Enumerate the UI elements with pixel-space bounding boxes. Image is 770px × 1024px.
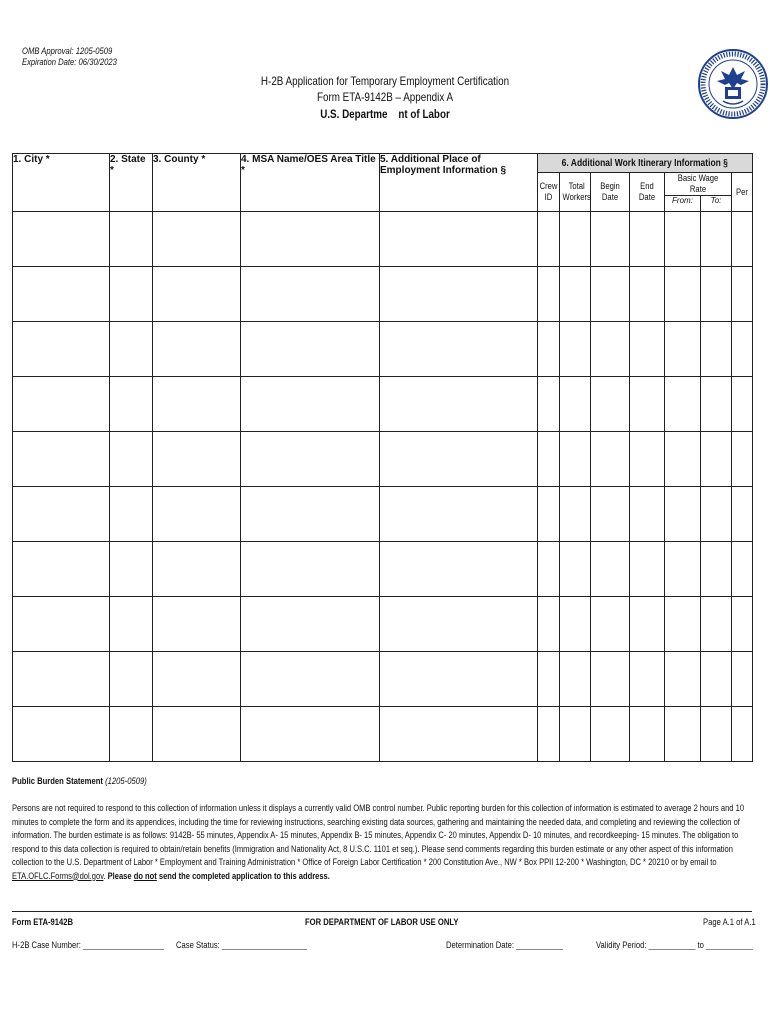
table-cell[interactable] <box>591 652 630 707</box>
col-county: 3. County * <box>153 154 241 212</box>
table-cell[interactable] <box>665 707 701 762</box>
col-basic-wage-rate: Basic Wage Rate <box>665 173 732 196</box>
table-row <box>13 487 753 542</box>
table-cell[interactable] <box>591 487 630 542</box>
table-cell[interactable] <box>560 267 591 322</box>
col-total-workers: Total Workers <box>560 173 591 212</box>
table-cell[interactable] <box>110 597 153 652</box>
table-cell[interactable] <box>591 377 630 432</box>
table-cell[interactable] <box>665 212 701 267</box>
table-row <box>13 652 753 707</box>
dol-use-only: FOR DEPARTMENT OF LABOR USE ONLY <box>305 917 459 927</box>
table-row <box>13 267 753 322</box>
table-cell[interactable] <box>630 487 665 542</box>
table-cell[interactable] <box>538 652 560 707</box>
table-cell[interactable] <box>630 652 665 707</box>
table-cell[interactable] <box>665 652 701 707</box>
table-cell[interactable] <box>538 707 560 762</box>
table-cell[interactable] <box>241 597 380 652</box>
table-cell[interactable] <box>538 432 560 487</box>
table-cell[interactable] <box>560 652 591 707</box>
table-cell[interactable] <box>13 597 110 652</box>
table-cell[interactable] <box>732 652 753 707</box>
burden-statement: Persons are not required to respond to this collection of information unless it displays a currently valid OMB control number. Public reporting burden for this collection of information is estimated to average 2 hours and 10 minutes to complete the form and its appendices, including the time for reviewing instructions, searching existing data sources, gathering and maintaining the needed data, and completing and reviewing the collection of information. The burden estimate is as follows: 9142B- 55 minutes, Appendix A- 15 minutes, Appendix B- 15 minutes, Appendix C- 20 minutes, Appendix D- 10 minutes, and recordkeeping- 15 minutes. The obligation to respond to this data collection is required to obtain/retain benefits (Immigration and Nationality Act, 8 U.S.C. 1101 et seq.). Please send comments regarding this burden estimate or any other aspect of this information collection to the U.S. Department of Labor * Employment and Training Administration * Office of Foreign Labor Certification * 200 Constitution Ave., NW * Box PPII 12-200 * Washington, DC * 20210 or by email to ETA.OFLC.Forms@dol.gov. Please do not send the completed application to this address. <box>12 803 745 881</box>
table-cell[interactable] <box>380 652 538 707</box>
table-cell[interactable] <box>13 487 110 542</box>
table-cell[interactable] <box>13 432 110 487</box>
col-wage-from: From: <box>665 196 701 212</box>
table-cell[interactable] <box>153 267 241 322</box>
table-cell[interactable] <box>630 377 665 432</box>
table-row <box>13 377 753 432</box>
table-cell[interactable] <box>13 707 110 762</box>
table-cell[interactable] <box>13 652 110 707</box>
table-cell[interactable] <box>241 652 380 707</box>
table-cell[interactable] <box>538 267 560 322</box>
table-cell[interactable] <box>241 267 380 322</box>
table-cell[interactable] <box>241 212 380 267</box>
table-cell[interactable] <box>701 212 732 267</box>
table-cell[interactable] <box>701 322 732 377</box>
agency-name: U.S. Departme nt of Labor <box>320 107 450 121</box>
table-cell[interactable] <box>630 322 665 377</box>
determination-date: Determination Date: ___________ <box>446 940 563 950</box>
table-cell[interactable] <box>153 652 241 707</box>
table-cell[interactable] <box>13 267 110 322</box>
table-cell[interactable] <box>560 542 591 597</box>
case-status: Case Status: ____________________ <box>176 940 308 950</box>
table-cell[interactable] <box>630 707 665 762</box>
table-row <box>13 322 753 377</box>
work-locations-table <box>12 153 753 762</box>
table-cell[interactable] <box>380 542 538 597</box>
table-cell[interactable] <box>701 542 732 597</box>
table-cell[interactable] <box>732 377 753 432</box>
col-city: 1. City * <box>13 154 110 212</box>
table-cell[interactable] <box>665 377 701 432</box>
col-msa: 4. MSA Name/OES Area Title * <box>241 154 380 212</box>
table-cell[interactable] <box>665 432 701 487</box>
table-cell[interactable] <box>701 487 732 542</box>
table-cell[interactable] <box>110 432 153 487</box>
table-cell[interactable] <box>241 487 380 542</box>
table-cell[interactable] <box>380 432 538 487</box>
form-title: H-2B Application for Temporary Employment Certification <box>260 74 510 88</box>
table-row <box>13 212 753 267</box>
table-cell[interactable] <box>560 487 591 542</box>
table-cell[interactable] <box>380 322 538 377</box>
table-cell[interactable] <box>732 707 753 762</box>
table-cell[interactable] <box>110 652 153 707</box>
table-cell[interactable] <box>380 212 538 267</box>
dol-seal-icon <box>697 37 769 131</box>
table-cell[interactable] <box>153 542 241 597</box>
table-cell[interactable] <box>560 432 591 487</box>
table-cell[interactable] <box>538 597 560 652</box>
email-link[interactable]: ETA.OFLC.Forms@dol.gov <box>12 870 104 881</box>
table-cell[interactable] <box>110 212 153 267</box>
expiration-date: Expiration Date: 06/30/2023 <box>22 57 117 67</box>
table-cell[interactable] <box>13 377 110 432</box>
table-cell[interactable] <box>665 542 701 597</box>
table-cell[interactable] <box>153 212 241 267</box>
table-cell[interactable] <box>665 322 701 377</box>
table-cell[interactable] <box>13 322 110 377</box>
table-cell[interactable] <box>732 542 753 597</box>
table-cell[interactable] <box>153 597 241 652</box>
table-cell[interactable] <box>701 432 732 487</box>
table-cell[interactable] <box>110 707 153 762</box>
table-cell[interactable] <box>13 542 110 597</box>
table-cell[interactable] <box>732 432 753 487</box>
table-cell[interactable] <box>591 267 630 322</box>
table-cell[interactable] <box>665 267 701 322</box>
table-cell[interactable] <box>560 707 591 762</box>
col-additional-place: 5. Additional Place of Employment Information § <box>380 154 538 212</box>
page-number: Page A.1 of A.1 <box>703 917 756 927</box>
table-cell[interactable] <box>153 707 241 762</box>
table-cell[interactable] <box>732 487 753 542</box>
col-begin-date: Begin Date <box>591 173 630 212</box>
table-cell[interactable] <box>153 432 241 487</box>
table-cell[interactable] <box>560 597 591 652</box>
table-cell[interactable] <box>701 597 732 652</box>
table-cell[interactable] <box>560 377 591 432</box>
table-cell[interactable] <box>153 487 241 542</box>
table-cell[interactable] <box>665 487 701 542</box>
table-cell[interactable] <box>591 542 630 597</box>
table-cell[interactable] <box>591 707 630 762</box>
form-name: Form ETA-9142B <box>12 917 74 927</box>
table-cell[interactable] <box>701 707 732 762</box>
table-cell[interactable] <box>241 377 380 432</box>
table-cell[interactable] <box>591 432 630 487</box>
omb-info <box>22 46 117 68</box>
table-cell[interactable] <box>630 597 665 652</box>
col-state: 2. State * <box>110 154 153 212</box>
table-cell[interactable] <box>110 542 153 597</box>
table-cell[interactable] <box>560 322 591 377</box>
table-cell[interactable] <box>241 542 380 597</box>
table-cell[interactable] <box>732 267 753 322</box>
table-cell[interactable] <box>538 377 560 432</box>
table-cell[interactable] <box>241 322 380 377</box>
table-row <box>13 707 753 762</box>
table-cell[interactable] <box>110 267 153 322</box>
footer-divider <box>12 911 752 912</box>
table-cell[interactable] <box>732 212 753 267</box>
table-cell[interactable] <box>630 267 665 322</box>
table-cell[interactable] <box>110 322 153 377</box>
table-cell[interactable] <box>630 432 665 487</box>
table-cell[interactable] <box>380 707 538 762</box>
table-cell[interactable] <box>241 432 380 487</box>
table-row <box>13 432 753 487</box>
table-cell[interactable] <box>701 652 732 707</box>
col-per: Per <box>732 173 753 212</box>
table-cell[interactable] <box>241 707 380 762</box>
table-cell[interactable] <box>380 267 538 322</box>
table-cell[interactable] <box>732 322 753 377</box>
table-cell[interactable] <box>538 212 560 267</box>
table-cell[interactable] <box>110 487 153 542</box>
table-cell[interactable] <box>701 267 732 322</box>
col-crew-id: Crew ID <box>538 173 560 212</box>
table-cell[interactable] <box>380 487 538 542</box>
form-subtitle: Form ETA-9142B – Appendix A <box>316 90 454 104</box>
burden-heading: Public Burden Statement (1205-0509) <box>12 776 147 786</box>
table-cell[interactable] <box>665 597 701 652</box>
table-cell[interactable] <box>630 542 665 597</box>
table-cell[interactable] <box>630 212 665 267</box>
case-number: H-2B Case Number: ___________________ <box>12 940 164 950</box>
table-cell[interactable] <box>538 542 560 597</box>
col-wage-to: To: <box>701 196 732 212</box>
table-cell[interactable] <box>591 597 630 652</box>
table-cell[interactable] <box>591 322 630 377</box>
validity-period: Validity Period: ___________ to ___________ <box>596 940 753 950</box>
table-cell[interactable] <box>380 597 538 652</box>
table-row <box>13 597 753 652</box>
table-cell[interactable] <box>538 322 560 377</box>
table-cell[interactable] <box>701 377 732 432</box>
table-cell[interactable] <box>560 212 591 267</box>
table-cell[interactable] <box>591 212 630 267</box>
col-end-date: End Date <box>630 173 665 212</box>
table-cell[interactable] <box>380 377 538 432</box>
table-cell[interactable] <box>153 377 241 432</box>
section6-heading: 6. Additional Work Itinerary Information § <box>538 154 753 173</box>
table-cell[interactable] <box>153 322 241 377</box>
table-row <box>13 542 753 597</box>
table-cell[interactable] <box>732 597 753 652</box>
table-cell[interactable] <box>110 377 153 432</box>
table-cell[interactable] <box>538 487 560 542</box>
omb-approval: OMB Approval: 1205-0509 <box>22 46 113 56</box>
table-cell[interactable] <box>13 212 110 267</box>
